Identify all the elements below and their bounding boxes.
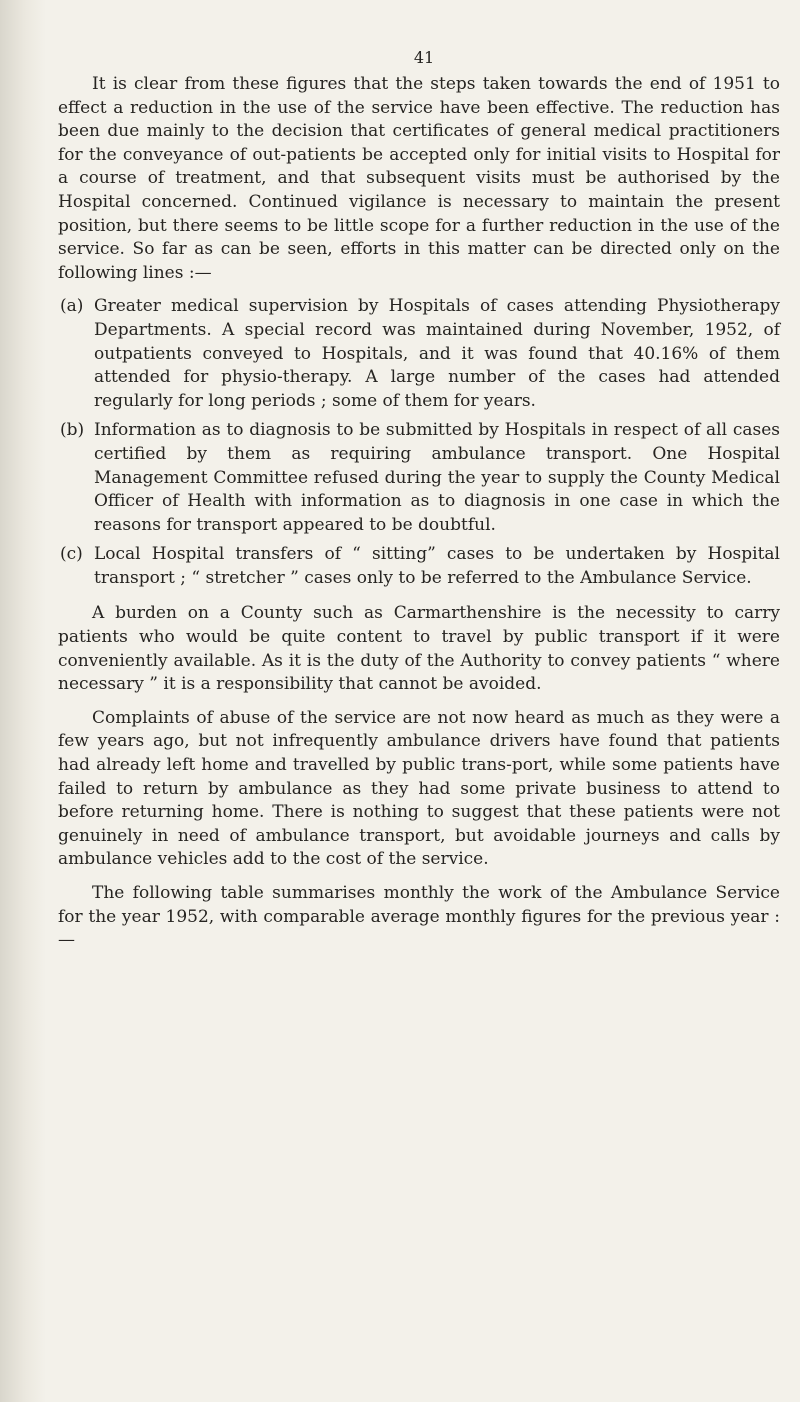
list-item-c [58, 543, 780, 590]
list-text-c: Local Hospital transfers of “ sitting” cases to be undertaken by Hospital transport ; “ stretcher ” cases only to be referred to the Ambulance Service. [94, 544, 780, 588]
measures-list [58, 295, 780, 590]
complaints-paragraph: Complaints of abuse of the service are not now heard as much as they were a few years ago, but not infrequently ambulance drivers have found that patients had already left home and travelled by public trans-port, while some patients have failed to return by ambulance as they had some private business to attend to before returning home. There is nothing to suggest that these patients were not genuinely in need of ambulance transport, but avoidable journeys and calls by ambulance vehicles add to the cost of the service. [58, 707, 780, 870]
document-page [58, 48, 780, 963]
page-number: 41 [413, 48, 435, 67]
list-text-a: Greater medical supervision by Hospitals of cases attending Physiotherapy Departments. A special record was maintained during November, 1952, of outpatients conveyed to Hospitals, and it was found that 40.16% of them attended for physio-therapy. A large number of the cases had attended regularly for long periods ; some of them for years. [94, 296, 780, 411]
list-marker-a: (a) [60, 296, 84, 317]
page-edge-shadow [0, 0, 46, 1402]
list-item-a [58, 295, 780, 413]
list-marker-b: (b) [60, 420, 85, 441]
list-text-b: Information as to diagnosis to be submitted by Hospitals in respect of all cases certified by them as requiring ambulance transport. One Hospital Management Committee refused during the year to supply the County Medical Officer of Health with information as to diagnosis in one case in which the reasons for transport appeared to be doubtful. [94, 420, 780, 535]
table-intro-paragraph: The following table summarises monthly the work of the Ambulance Service for the year 1952, with comparable average monthly figures for the previous year :— [58, 883, 780, 951]
list-item-b [58, 419, 780, 537]
intro-paragraph: It is clear from these figures that the steps taken towards the end of 1951 to effect a reduction in the use of the service have been effective. The reduction has been due mainly to the decision that certificates of general medical practitioners for the conveyance of out-patients be accepted only for initial visits to Hospital for a course of treatment, and that subsequent visits must be authorised by the Hospital concerned. Continued vigilance is necessary to maintain the present position, but there seems to be little scope for a further reduction in the use of the service. So far as can be seen, efforts in this matter can be directed only on the following lines :— [58, 74, 780, 283]
carmarthenshire-paragraph: A burden on a County such as Carmarthenshire is the necessity to carry patients who would be quite content to travel by public transport if it were conveniently available. As it is the duty of the Authority to convey patients “ where necessary ” it is a responsibility that cannot be avoided. [58, 603, 780, 695]
list-marker-c: (c) [60, 544, 83, 565]
